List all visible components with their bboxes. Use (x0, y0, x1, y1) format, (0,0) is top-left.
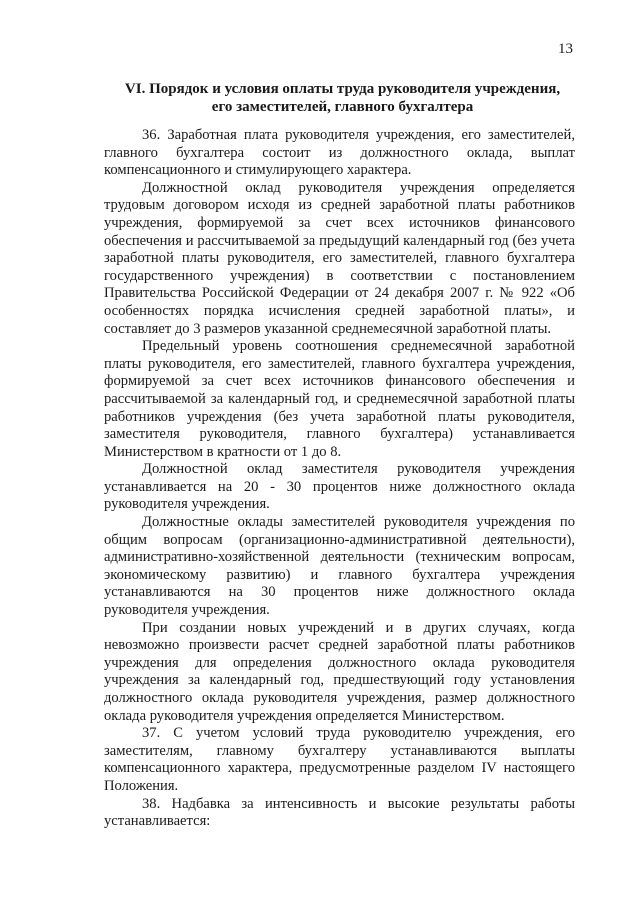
paragraph-deputies-general: Должностные оклады заместителей руководителя учреждения по общим вопросам (организационно-административной деятельности), административно-хозяйственной деятельности (техническим вопросам, экономическому развитию) и главного бухгалтера учреждения устанавливаются на 30 процентов ниже должностного оклада руководителя учреждения. (104, 514, 575, 619)
paragraph-salary-definition: Должностной оклад руководителя учреждения определяется трудовым договором исходя из средней заработной платы работников учреждения, формируемой за счет всех источников финансового обеспечения и рассчитываемой за предыдущий календарный год (без учета заработной платы руководителя, его заместителей, главного бухгалтера государственного учреждения) в соответствии с постановлением Правительства Российской Федерации от 24 декабря 2007 г. № 922 «Об особенностях порядка исчисления средней заработной платы», и составляет до 3 размеров указанной среднемесячной заработной платы. (104, 179, 575, 337)
page-number: 13 (558, 41, 573, 57)
paragraph-38: 38. Надбавка за интенсивность и высокие результаты работы устанавливается: (104, 795, 575, 830)
paragraph-36: 36. Заработная плата руководителя учреждения, его заместителей, главного бухгалтера состоит из должностного оклада, выплат компенсационного и стимулирующего характера. (104, 127, 575, 179)
paragraph-new-institutions: При создании новых учреждений и в других случаях, когда невозможно произвести расчет средней заработной платы работников учреждения для определения должностного оклада руководителя учреждения за календарный год, предшествующий году установления должностного оклада руководителя учреждения, размер должностного оклада руководителя учреждения определяется Министерством. (104, 619, 575, 724)
paragraph-ratio-limit: Предельный уровень соотношения среднемесячной заработной платы руководителя, его заместителей, главного бухгалтера учреждения, формируемой за счет всех источников финансового обеспечения и рассчитываемой за календарный год, и среднемесячной заработной платы работников учреждения (без учета заработной платы руководителя, заместителя руководителя, главного бухгалтера) устанавливается Министерством в кратности от 1 до 8. (104, 338, 575, 460)
document-body (104, 127, 575, 831)
section-heading (90, 80, 595, 116)
section-heading-line-2: его заместителей, главного бухгалтера (211, 99, 474, 115)
paragraph-deputy-salary: Должностной оклад заместителя руководителя учреждения устанавливается на 20 - 30 процентов ниже должностного оклада руководителя учреждения. (104, 461, 575, 513)
paragraph-37: 37. С учетом условий труда руководителю учреждения, его заместителям, главному бухгалтеру устанавливаются выплаты компенсационного характера, предусмотренные разделом IV настоящего Положения. (104, 725, 575, 794)
section-heading-line-1: VI. Порядок и условия оплаты труда руководителя учреждения, (124, 81, 561, 97)
